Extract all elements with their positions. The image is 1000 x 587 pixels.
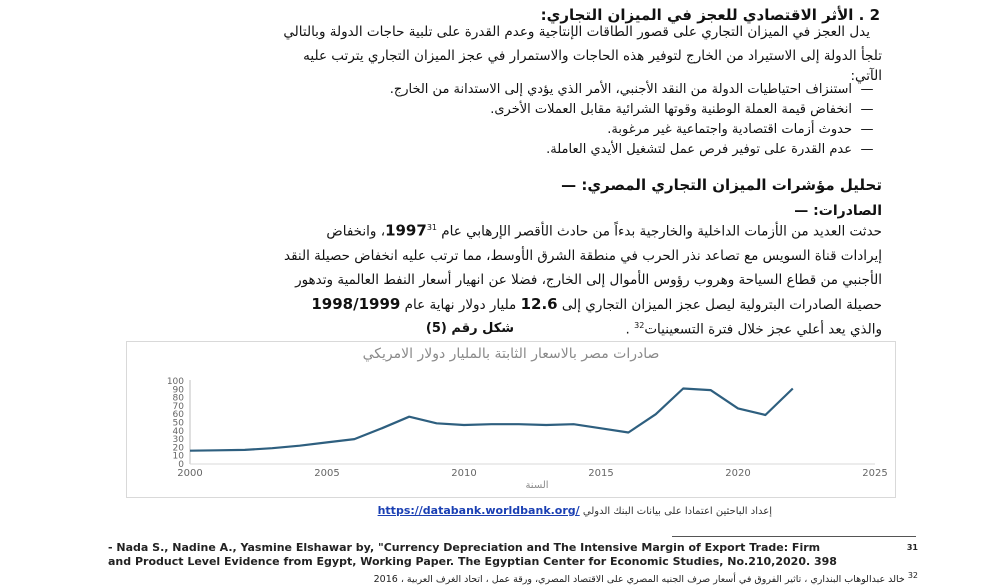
- source-text: إعداد الباحثين اعتمادا على بيانات البنك الدولي: [582, 506, 772, 517]
- paragraph-line: يدل العجز في الميزان التجاري على قصور الطاقات الإنتاجية وعدم القدرة على تلبية حاجات الدولة وبالتالي: [283, 24, 870, 40]
- paragraph-line: الآتي:: [850, 68, 882, 84]
- paragraph-line: الأجنبي من قطاع السياحة وهروب رؤوس الأموال إلى الخارج، فضلا عن انهيار أسعار النفط العالمية وتدهور: [295, 271, 882, 288]
- paragraph-line: [102, 216, 882, 244]
- y-tick-label: 70: [172, 401, 184, 412]
- y-tick-label: 60: [172, 410, 184, 421]
- x-tick-label: 2015: [588, 468, 614, 479]
- footnote-text: خالد عبدالوهاب البنداري ، تاثير الفروق في أسعار صرف الجنيه المصري على الاقتصاد المصري، ورقة عمل ، اتحاد الغرف العربية ، 2016: [373, 574, 905, 586]
- bullet-text: عدم القدرة على توفير فرص عمل لتشغيل الأيدي العاملة.: [546, 142, 852, 157]
- worldbank-link[interactable]: https://databank.worldbank.org/: [377, 504, 580, 517]
- x-tick-label: 2000: [177, 468, 203, 479]
- figure-caption: شكل رقم (5): [425, 321, 515, 336]
- paragraph-line: تلجأ الدولة إلى الاستيراد من الخارج لتوفير هذه الحاجات والاستمرار في عجز الميزان التجاري يترتب عليه: [303, 48, 882, 64]
- section-heading-economic-impact: 2 . الأثر الاقتصادي للعجز في الميزان التجاري:: [540, 6, 880, 24]
- exports-series-line: [190, 389, 793, 451]
- impact-paragraph: [102, 20, 882, 84]
- x-tick-label: 2010: [451, 468, 477, 479]
- dash-marker: —: [860, 102, 874, 117]
- footnote-31: [108, 541, 918, 555]
- text-segment: ، وانخفاض: [326, 223, 386, 240]
- y-tick-label: 0: [178, 460, 184, 470]
- impact-bullet-list: [182, 80, 882, 160]
- bullet-item: [182, 80, 882, 100]
- paragraph-line: إيرادات قناة السويس مع تصاعد نذر الحرب في منطقة الشرق الأوسط، مما ترتب عليه انخفاض حصيلة النقد: [284, 247, 882, 264]
- y-tick-label: 50: [172, 418, 184, 429]
- y-axis-ticks: [167, 377, 184, 470]
- deficit-value: 12.6: [520, 294, 558, 313]
- dash-marker: —: [860, 82, 874, 97]
- bullet-text: استنزاف احتياطيات الدولة من النقد الأجنبي، الأمر الذي يؤدي إلى الاستدانة من الخارج.: [389, 82, 852, 97]
- text-segment: حصيلة الصادرات البترولية ليصل عجز الميزان التجاري إلى: [557, 296, 882, 313]
- text-segment: مليار دولار نهاية عام: [400, 296, 521, 313]
- footnotes: [108, 541, 918, 587]
- text-segment: حدثت العديد من الأزمات الداخلية والخارجية بدءاً من حادث الأقصر الإرهابي عام: [437, 223, 882, 240]
- footnote-marker: 31: [906, 543, 918, 552]
- dash-marker: —: [860, 142, 874, 157]
- bullet-item: [182, 120, 882, 140]
- x-tick-label: 2005: [314, 468, 340, 479]
- year-1997: 1997: [385, 221, 427, 240]
- y-tick-label: 40: [172, 426, 184, 437]
- chart-plot: [127, 342, 895, 497]
- x-tick-label: 2020: [725, 468, 751, 479]
- exports-subheading: الصادرات: —: [794, 203, 882, 219]
- footnote-separator: [672, 536, 916, 537]
- text-segment: والذي يعد أعلي عجز خلال فترة التسعينيات: [644, 321, 882, 337]
- bullet-text: حدوث أزمات اقتصادية واجتماعية غير مرغوبة.: [607, 122, 852, 137]
- fiscal-years: 1998/1999: [311, 294, 401, 313]
- y-tick-label: 80: [172, 393, 184, 404]
- exports-paragraph: [102, 216, 882, 338]
- y-tick-label: 90: [172, 385, 184, 396]
- footnote-31-cont: and Product Level Evidence from Egypt, Working Paper. The Egyptian Center for Economic Studies, No.210,2020. 398: [108, 555, 837, 568]
- chart-title: صادرات مصر بالاسعار الثابتة بالمليار دولار الامريكي: [362, 346, 660, 362]
- analysis-heading: تحليل مؤشرات الميزان التجاري المصري: —: [561, 176, 882, 194]
- dash-marker: —: [860, 122, 874, 137]
- footnote-marker: 32: [907, 571, 918, 580]
- y-tick-label: 100: [166, 377, 184, 387]
- paragraph-line: [102, 292, 882, 317]
- text-segment: .: [625, 321, 635, 337]
- footnote-ref-31[interactable]: 31: [426, 223, 437, 232]
- y-tick-label: 10: [172, 451, 184, 462]
- figure-source: [236, 504, 772, 517]
- x-axis-label: السنة: [525, 480, 549, 491]
- bullet-item: [182, 100, 882, 120]
- x-axis-ticks: [177, 468, 887, 479]
- footnote-ref-32[interactable]: 32: [634, 320, 645, 330]
- exports-line-chart: [126, 341, 896, 498]
- bullet-item: [182, 140, 882, 160]
- footnote-32: [108, 569, 918, 587]
- footnote-text: - Nada S., Nadine A., Yasmine Elshawar by, "Currency Depreciation and The Intensive Margin of Export Trade: Firm: [108, 541, 821, 554]
- y-tick-label: 20: [172, 443, 184, 454]
- x-tick-label: 2025: [862, 468, 888, 479]
- bullet-text: انخفاض قيمة العملة الوطنية وقوتها الشرائية مقابل العملات الأخرى.: [490, 102, 852, 117]
- y-tick-label: 30: [172, 435, 184, 446]
